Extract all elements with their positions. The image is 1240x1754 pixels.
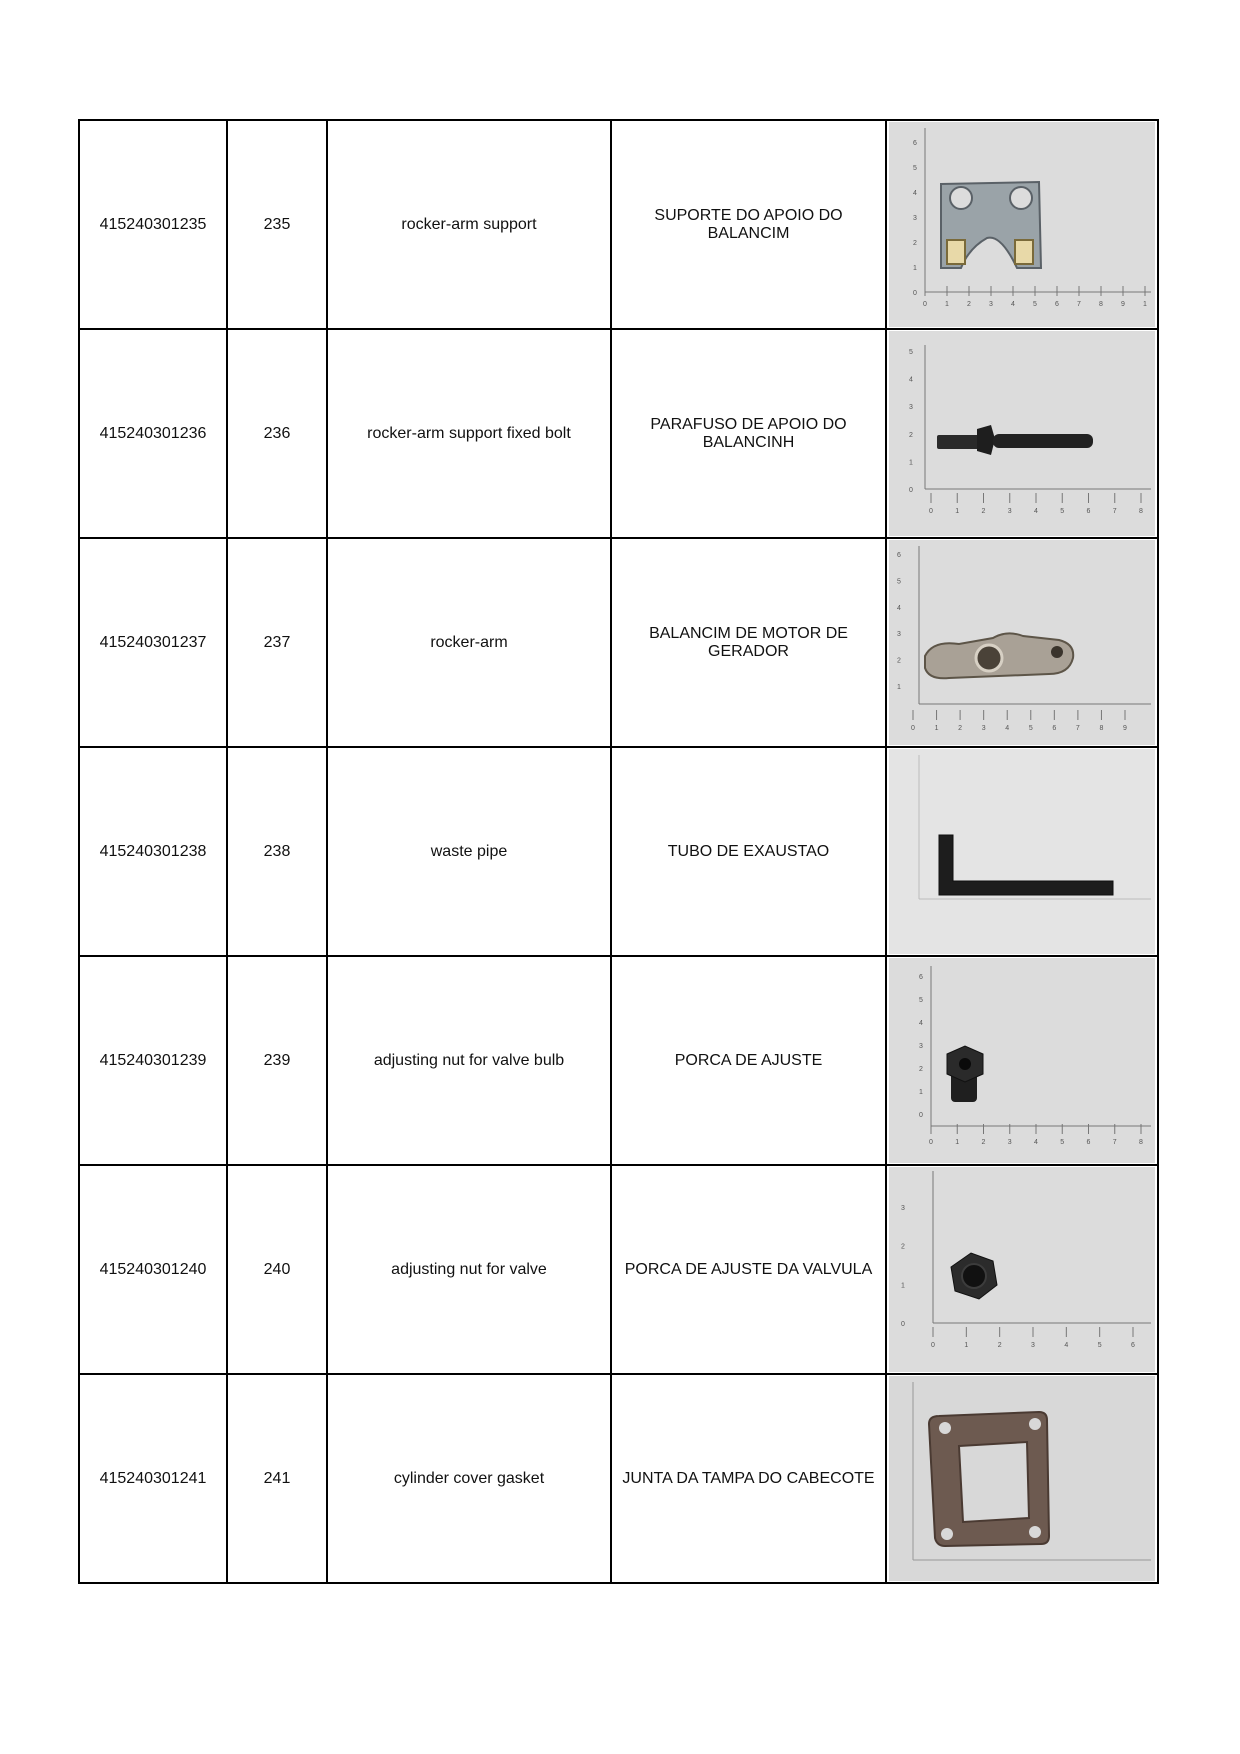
ruler-tick-label: 1 [897, 684, 901, 691]
ruler-tick-label: 4 [1064, 1342, 1069, 1349]
description-portuguese: PORCA DE AJUSTE DA VALVULA [611, 1165, 886, 1374]
part-code: 415240301238 [79, 747, 227, 956]
ruler-tick-label: 5 [1033, 301, 1037, 308]
ruler-tick-label: 3 [913, 215, 917, 222]
valve-bulb-nut-photo [889, 958, 1155, 1163]
valve-nut-photo [889, 1167, 1155, 1372]
ruler-tick-label: 4 [1034, 508, 1038, 515]
description-portuguese: JUNTA DA TAMPA DO CABECOTE [611, 1374, 886, 1583]
ruler-tick-label: 4 [913, 190, 917, 197]
description-english: waste pipe [327, 747, 611, 956]
ruler-tick-label: 3 [981, 725, 986, 732]
ruler-tick-label: 2 [967, 301, 971, 308]
part-code: 415240301239 [79, 956, 227, 1165]
ruler-tick-label: 2 [913, 240, 917, 247]
ruler-tick-label: 4 [1034, 1139, 1038, 1146]
ruler-tick-label: 1 [955, 1139, 960, 1146]
ruler-tick-label: 2 [909, 431, 913, 439]
waste-pipe-icon [889, 749, 1155, 954]
ruler-tick-label: 4 [1011, 301, 1015, 308]
description-portuguese: PORCA DE AJUSTE [611, 956, 886, 1165]
ruler-tick-label: 0 [909, 487, 913, 494]
ruler-tick-label: 2 [919, 1066, 923, 1073]
ruler-tick-label: 3 [989, 301, 993, 308]
table-row [79, 120, 1158, 329]
part-photo-cell [886, 329, 1158, 538]
ruler-tick-label: 4 [1005, 725, 1010, 732]
description-portuguese: TUBO DE EXAUSTAO [611, 747, 886, 956]
ruler-tick-label: 3 [901, 1205, 905, 1212]
gasket-icon [889, 1376, 1155, 1581]
rocker-arm-icon [889, 540, 1155, 745]
ruler-tick-label: 5 [1060, 1139, 1065, 1146]
ruler-tick-label: 4 [909, 376, 913, 384]
ruler-tick-label: 2 [981, 1139, 986, 1146]
ruler-tick-label: 0 [929, 508, 933, 515]
rocker-arm-support-photo [889, 122, 1155, 327]
ruler-tick-label: 1 [934, 725, 939, 732]
bolt-photo [889, 331, 1155, 536]
ruler-tick-label: 0 [929, 1139, 933, 1146]
part-photo-cell [886, 1374, 1158, 1583]
ruler-tick-label: 3 [919, 1043, 923, 1050]
ruler-tick-label: 3 [1031, 1342, 1035, 1349]
ruler-tick-label: 6 [1052, 725, 1057, 732]
part-number: 240 [227, 1165, 327, 1374]
ruler-tick-label: 5 [909, 349, 913, 356]
table-row [79, 1374, 1158, 1583]
part-number: 237 [227, 538, 327, 747]
ruler-tick-label: 5 [897, 578, 901, 586]
ruler-tick-label: 7 [1112, 1139, 1117, 1146]
ruler-tick-label: 2 [997, 1342, 1002, 1349]
ruler-tick-label: 3 [1007, 1139, 1012, 1146]
rocker-arm-support-icon [889, 122, 1155, 327]
part-code: 415240301241 [79, 1374, 227, 1583]
ruler-tick-label: 2 [897, 657, 901, 665]
waste-pipe-photo [889, 749, 1155, 954]
part-number: 235 [227, 120, 327, 329]
ruler-tick-label: 1 [955, 508, 960, 515]
ruler-tick-label: 2 [981, 508, 986, 515]
hex-nut-icon [889, 958, 1155, 1163]
part-number: 239 [227, 956, 327, 1165]
ruler-tick-label: 9 [1121, 301, 1125, 308]
table-row [79, 747, 1158, 956]
description-english: rocker-arm [327, 538, 611, 747]
ruler-tick-label: 8 [1139, 508, 1143, 515]
part-photo-cell [886, 1165, 1158, 1374]
ruler-tick-label: 5 [1028, 725, 1033, 732]
description-english: rocker-arm support fixed bolt [327, 329, 611, 538]
part-photo-cell [886, 120, 1158, 329]
ruler-tick-label: 0 [901, 1321, 905, 1328]
part-number: 238 [227, 747, 327, 956]
part-number: 241 [227, 1374, 327, 1583]
ruler-tick-label: 1 [919, 1089, 923, 1096]
ruler-tick-label: 6 [1086, 1139, 1091, 1146]
bolt-icon [889, 331, 1155, 536]
table-row [79, 538, 1158, 747]
description-portuguese: SUPORTE DO APOIO DO BALANCIM [611, 120, 886, 329]
table-row [79, 956, 1158, 1165]
ruler-tick-label: 6 [897, 552, 901, 559]
ruler-tick-label: 3 [909, 404, 913, 412]
ruler-tick-label: 4 [897, 604, 901, 612]
ruler-tick-label: 3 [897, 631, 901, 639]
ruler-tick-label: 0 [913, 290, 917, 297]
ruler-tick-label: 5 [1060, 508, 1065, 515]
ruler-tick-label: 1 [964, 1342, 969, 1349]
ruler-tick-label: 5 [913, 165, 917, 172]
ruler-tick-label: 7 [1077, 301, 1081, 308]
ruler-tick-label: 2 [901, 1243, 905, 1251]
ruler-tick-label: 4 [919, 1020, 923, 1027]
description-portuguese: BALANCIM DE MOTOR DE GERADOR [611, 538, 886, 747]
table-row [79, 1165, 1158, 1374]
ruler-tick-label: 6 [1131, 1342, 1135, 1349]
ruler-tick-label: 7 [1112, 508, 1117, 515]
ruler-tick-label: 5 [919, 997, 923, 1004]
ruler-tick-label: 0 [919, 1112, 923, 1119]
part-photo-cell [886, 956, 1158, 1165]
part-photo-cell [886, 747, 1158, 956]
ruler-tick-label: 6 [1086, 508, 1091, 515]
description-english: adjusting nut for valve [327, 1165, 611, 1374]
part-number: 236 [227, 329, 327, 538]
ruler-tick-label: 2 [958, 725, 963, 732]
hex-nut-icon [889, 1167, 1155, 1372]
rocker-arm-photo [889, 540, 1155, 745]
description-english: cylinder cover gasket [327, 1374, 611, 1583]
ruler-tick-label: 6 [1055, 301, 1059, 308]
description-english: rocker-arm support [327, 120, 611, 329]
part-code: 415240301240 [79, 1165, 227, 1374]
ruler-tick-label: 7 [1075, 725, 1080, 732]
description-english: adjusting nut for valve bulb [327, 956, 611, 1165]
part-code: 415240301237 [79, 538, 227, 747]
ruler-tick-label: 1 [901, 1282, 905, 1290]
ruler-tick-label: 5 [1097, 1342, 1102, 1349]
ruler-tick-label: 8 [1099, 725, 1104, 732]
ruler-tick-label: 1 [913, 265, 917, 272]
ruler-tick-label: 1 [945, 301, 949, 308]
ruler-tick-label: 9 [1123, 725, 1127, 732]
part-code: 415240301236 [79, 329, 227, 538]
part-photo-cell [886, 538, 1158, 747]
ruler-tick-label: 0 [931, 1342, 935, 1349]
ruler-tick-label: 1 [909, 459, 913, 467]
ruler-tick-label: 6 [913, 140, 917, 147]
ruler-tick-label: 8 [1139, 1139, 1143, 1146]
ruler-tick-label: 3 [1007, 508, 1012, 515]
description-portuguese: PARAFUSO DE APOIO DO BALANCINH [611, 329, 886, 538]
parts-table [78, 119, 1159, 1584]
ruler-tick-label: 8 [1099, 301, 1103, 308]
part-code: 415240301235 [79, 120, 227, 329]
gasket-photo [889, 1376, 1155, 1581]
ruler-tick-label: 6 [919, 974, 923, 981]
ruler-tick-label: 0 [923, 301, 927, 308]
table-row [79, 329, 1158, 538]
ruler-tick-label: 1 [1143, 301, 1147, 308]
ruler-tick-label: 0 [911, 725, 915, 732]
